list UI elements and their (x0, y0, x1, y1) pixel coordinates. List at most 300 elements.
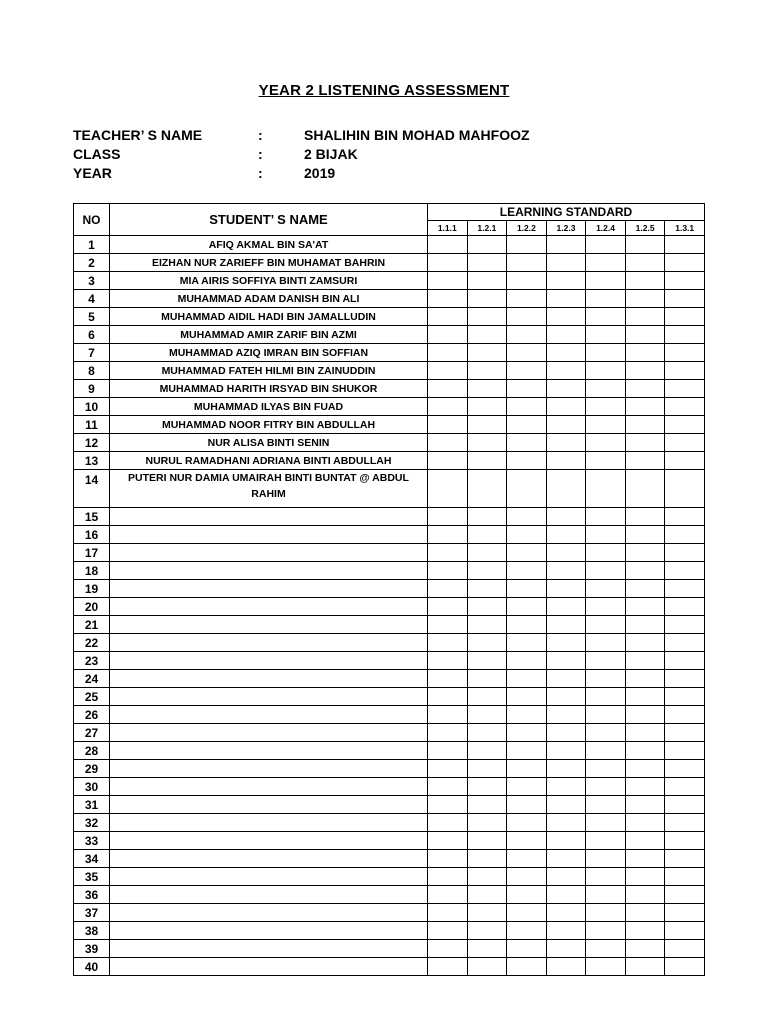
student-name-cell (110, 616, 428, 634)
score-cell (467, 616, 507, 634)
score-cell (546, 904, 586, 922)
table-row (74, 652, 705, 670)
score-cell (507, 580, 547, 598)
table-row (74, 362, 705, 380)
score-cell (507, 236, 547, 254)
score-cell (586, 616, 626, 634)
score-cell (586, 290, 626, 308)
row-number: 32 (74, 814, 110, 832)
student-name-cell: MUHAMMAD ILYAS BIN FUAD (110, 398, 428, 416)
score-cell (625, 272, 665, 290)
table-row (74, 434, 705, 452)
score-cell (507, 958, 547, 976)
table-row (74, 670, 705, 688)
score-cell (467, 868, 507, 886)
score-cell (586, 508, 626, 526)
table-row (74, 886, 705, 904)
score-cell (546, 616, 586, 634)
table-row (74, 922, 705, 940)
score-cell (428, 452, 468, 470)
score-cell (467, 452, 507, 470)
score-cell (586, 724, 626, 742)
score-cell (428, 778, 468, 796)
score-cell (625, 580, 665, 598)
row-number: 17 (74, 544, 110, 562)
score-cell (428, 634, 468, 652)
student-name-cell: NUR ALISA BINTI SENIN (110, 434, 428, 452)
score-cell (507, 904, 547, 922)
score-cell (428, 236, 468, 254)
score-cell (546, 652, 586, 670)
table-row (74, 868, 705, 886)
score-cell (586, 562, 626, 580)
student-name-cell (110, 778, 428, 796)
score-cell (625, 814, 665, 832)
row-number: 40 (74, 958, 110, 976)
no-header: NO (74, 204, 110, 236)
standard-code-header: 1.2.2 (507, 221, 547, 236)
score-cell (507, 290, 547, 308)
score-cell (507, 254, 547, 272)
table-row (74, 344, 705, 362)
row-number: 38 (74, 922, 110, 940)
table-row (74, 724, 705, 742)
score-cell (467, 922, 507, 940)
score-cell (428, 940, 468, 958)
score-cell (586, 362, 626, 380)
score-cell (467, 940, 507, 958)
student-name-cell: MUHAMMAD AZIQ IMRAN BIN SOFFIAN (110, 344, 428, 362)
student-name-cell: EIZHAN NUR ZARIEFF BIN MUHAMAT BAHRIN (110, 254, 428, 272)
score-cell (625, 904, 665, 922)
score-cell (625, 254, 665, 272)
row-number: 36 (74, 886, 110, 904)
standard-code-header: 1.2.4 (586, 221, 626, 236)
score-cell (428, 796, 468, 814)
score-cell (665, 904, 705, 922)
table-row (74, 236, 705, 254)
student-name-cell (110, 796, 428, 814)
score-cell (586, 868, 626, 886)
score-cell (625, 922, 665, 940)
score-cell (586, 380, 626, 398)
score-cell (665, 724, 705, 742)
score-cell (625, 706, 665, 724)
score-cell (428, 760, 468, 778)
score-cell (546, 380, 586, 398)
score-cell (428, 272, 468, 290)
score-cell (665, 434, 705, 452)
score-cell (665, 940, 705, 958)
score-cell (428, 652, 468, 670)
score-cell (665, 598, 705, 616)
score-cell (467, 796, 507, 814)
table-row (74, 832, 705, 850)
score-cell (546, 922, 586, 940)
score-cell (546, 814, 586, 832)
score-cell (665, 778, 705, 796)
row-number: 27 (74, 724, 110, 742)
score-cell (507, 724, 547, 742)
table-row (74, 508, 705, 526)
student-name-cell (110, 508, 428, 526)
score-cell (467, 760, 507, 778)
score-cell (467, 634, 507, 652)
row-number: 2 (74, 254, 110, 272)
table-row (74, 616, 705, 634)
score-cell (507, 398, 547, 416)
score-cell (507, 416, 547, 434)
class-colon: : (258, 145, 263, 162)
score-cell (428, 562, 468, 580)
table-row (74, 398, 705, 416)
score-cell (546, 326, 586, 344)
teacher-value: SHALIHIN BIN MOHAD MAHFOOZ (304, 126, 530, 143)
student-rows (74, 236, 705, 976)
score-cell (428, 380, 468, 398)
student-name-cell (110, 580, 428, 598)
score-cell (467, 398, 507, 416)
score-cell (507, 706, 547, 724)
score-cell (665, 562, 705, 580)
score-cell (467, 886, 507, 904)
table-row (74, 544, 705, 562)
score-cell (546, 670, 586, 688)
score-cell (665, 272, 705, 290)
score-cell (467, 724, 507, 742)
row-number: 4 (74, 290, 110, 308)
score-cell (467, 272, 507, 290)
score-cell (586, 778, 626, 796)
score-cell (665, 616, 705, 634)
score-cell (428, 508, 468, 526)
score-cell (467, 236, 507, 254)
teacher-label: TEACHER’ S NAME (73, 126, 203, 143)
score-cell (625, 344, 665, 362)
student-name-cell (110, 760, 428, 778)
score-cell (625, 958, 665, 976)
row-number: 37 (74, 904, 110, 922)
score-cell (428, 254, 468, 272)
score-cell (665, 380, 705, 398)
score-cell (546, 940, 586, 958)
score-cell (546, 850, 586, 868)
score-cell (625, 724, 665, 742)
table-row (74, 580, 705, 598)
student-name-cell (110, 886, 428, 904)
score-cell (428, 706, 468, 724)
student-name-cell: MUHAMMAD NOOR FITRY BIN ABDULLAH (110, 416, 428, 434)
score-cell (546, 272, 586, 290)
score-cell (665, 398, 705, 416)
score-cell (586, 922, 626, 940)
student-name-cell (110, 922, 428, 940)
score-cell (467, 254, 507, 272)
score-cell (467, 416, 507, 434)
score-cell (467, 470, 507, 508)
table-row (74, 562, 705, 580)
score-cell (428, 670, 468, 688)
score-cell (467, 362, 507, 380)
score-cell (586, 598, 626, 616)
score-cell (665, 742, 705, 760)
score-cell (586, 940, 626, 958)
score-cell (507, 362, 547, 380)
score-cell (428, 922, 468, 940)
score-cell (625, 526, 665, 544)
standard-code-header: 1.2.1 (467, 221, 507, 236)
score-cell (625, 832, 665, 850)
score-cell (546, 796, 586, 814)
score-cell (507, 814, 547, 832)
score-cell (665, 344, 705, 362)
student-name-cell (110, 544, 428, 562)
info-row-teacher (73, 125, 530, 144)
score-cell (467, 688, 507, 706)
score-cell (467, 850, 507, 868)
score-cell (586, 326, 626, 344)
score-cell (546, 344, 586, 362)
score-cell (428, 598, 468, 616)
score-cell (625, 416, 665, 434)
score-cell (507, 326, 547, 344)
score-cell (586, 272, 626, 290)
score-cell (665, 254, 705, 272)
score-cell (625, 940, 665, 958)
student-name-cell: MUHAMMAD ADAM DANISH BIN ALI (110, 290, 428, 308)
table-row (74, 308, 705, 326)
score-cell (428, 434, 468, 452)
score-cell (625, 670, 665, 688)
score-cell (586, 344, 626, 362)
score-cell (428, 814, 468, 832)
score-cell (625, 290, 665, 308)
score-cell (625, 868, 665, 886)
row-number: 23 (74, 652, 110, 670)
row-number: 3 (74, 272, 110, 290)
score-cell (546, 470, 586, 508)
score-cell (467, 706, 507, 724)
score-cell (586, 580, 626, 598)
score-cell (586, 434, 626, 452)
row-number: 11 (74, 416, 110, 434)
score-cell (546, 526, 586, 544)
score-cell (625, 616, 665, 634)
table-row (74, 272, 705, 290)
row-number: 35 (74, 868, 110, 886)
table-row (74, 796, 705, 814)
score-cell (428, 850, 468, 868)
score-cell (586, 688, 626, 706)
score-cell (507, 598, 547, 616)
score-cell (507, 688, 547, 706)
score-cell (665, 868, 705, 886)
score-cell (467, 344, 507, 362)
score-cell (428, 580, 468, 598)
score-cell (586, 742, 626, 760)
score-cell (665, 706, 705, 724)
score-cell (546, 778, 586, 796)
score-cell (625, 362, 665, 380)
score-cell (507, 470, 547, 508)
table-row (74, 416, 705, 434)
row-number: 18 (74, 562, 110, 580)
table-row (74, 940, 705, 958)
year-value: 2019 (304, 164, 336, 181)
table-row (74, 634, 705, 652)
learning-standard-header: LEARNING STANDARD (428, 204, 705, 221)
student-name-cell (110, 742, 428, 760)
score-cell (625, 452, 665, 470)
year-colon: : (258, 164, 263, 181)
row-number: 15 (74, 508, 110, 526)
score-cell (546, 544, 586, 562)
score-cell (586, 526, 626, 544)
score-cell (586, 470, 626, 508)
score-cell (665, 470, 705, 508)
row-number: 25 (74, 688, 110, 706)
score-cell (428, 290, 468, 308)
score-cell (467, 670, 507, 688)
score-cell (665, 452, 705, 470)
score-cell (507, 562, 547, 580)
score-cell (507, 544, 547, 562)
row-number: 6 (74, 326, 110, 344)
score-cell (665, 850, 705, 868)
row-number: 29 (74, 760, 110, 778)
score-cell (507, 380, 547, 398)
score-cell (625, 326, 665, 344)
standard-code-header: 1.2.3 (546, 221, 586, 236)
row-number: 22 (74, 634, 110, 652)
score-cell (467, 598, 507, 616)
score-cell (546, 362, 586, 380)
score-cell (507, 652, 547, 670)
score-cell (428, 526, 468, 544)
score-cell (467, 814, 507, 832)
score-cell (546, 886, 586, 904)
row-number: 16 (74, 526, 110, 544)
score-cell (546, 868, 586, 886)
info-row-class (73, 144, 530, 163)
score-cell (507, 526, 547, 544)
student-name-cell (110, 598, 428, 616)
row-number: 12 (74, 434, 110, 452)
score-cell (428, 344, 468, 362)
table-row (74, 380, 705, 398)
score-cell (428, 544, 468, 562)
score-cell (546, 958, 586, 976)
score-cell (586, 452, 626, 470)
table-row (74, 254, 705, 272)
score-cell (428, 470, 468, 508)
student-name-cell: MUHAMMAD HARITH IRSYAD BIN SHUKOR (110, 380, 428, 398)
score-cell (507, 670, 547, 688)
student-name-cell (110, 562, 428, 580)
score-cell (665, 688, 705, 706)
row-number: 39 (74, 940, 110, 958)
student-name-cell (110, 652, 428, 670)
table-row (74, 290, 705, 308)
student-name-cell (110, 670, 428, 688)
row-number: 20 (74, 598, 110, 616)
standard-code-header: 1.2.5 (625, 221, 665, 236)
score-cell (625, 508, 665, 526)
score-cell (665, 326, 705, 344)
score-cell (665, 796, 705, 814)
student-name-cell: MIA AIRIS SOFFIYA BINTI ZAMSURI (110, 272, 428, 290)
student-name-cell (110, 958, 428, 976)
score-cell (586, 796, 626, 814)
score-cell (507, 616, 547, 634)
score-cell (665, 670, 705, 688)
score-cell (546, 598, 586, 616)
score-cell (586, 254, 626, 272)
score-cell (467, 580, 507, 598)
row-number: 26 (74, 706, 110, 724)
score-cell (507, 308, 547, 326)
score-cell (428, 616, 468, 634)
student-name-cell (110, 868, 428, 886)
score-cell (546, 308, 586, 326)
score-cell (507, 886, 547, 904)
score-cell (546, 434, 586, 452)
score-cell (467, 832, 507, 850)
score-cell (586, 850, 626, 868)
assessment-table (73, 203, 705, 976)
score-cell (665, 526, 705, 544)
score-cell (428, 362, 468, 380)
score-cell (546, 562, 586, 580)
score-cell (546, 688, 586, 706)
score-cell (428, 886, 468, 904)
score-cell (586, 760, 626, 778)
table-row (74, 958, 705, 976)
score-cell (625, 778, 665, 796)
table-row (74, 598, 705, 616)
score-cell (467, 526, 507, 544)
row-number: 14 (74, 470, 110, 508)
score-cell (467, 778, 507, 796)
table-row (74, 742, 705, 760)
score-cell (467, 290, 507, 308)
score-cell (467, 508, 507, 526)
row-number: 33 (74, 832, 110, 850)
score-cell (625, 308, 665, 326)
score-cell (507, 634, 547, 652)
table-row (74, 814, 705, 832)
score-cell (428, 308, 468, 326)
score-cell (586, 814, 626, 832)
student-name-cell (110, 706, 428, 724)
student-name-cell: NURUL RAMADHANI ADRIANA BINTI ABDULLAH (110, 452, 428, 470)
score-cell (428, 958, 468, 976)
score-cell (507, 760, 547, 778)
row-number: 8 (74, 362, 110, 380)
year-label: YEAR (73, 164, 112, 181)
table-row (74, 760, 705, 778)
student-name-cell (110, 904, 428, 922)
score-cell (428, 326, 468, 344)
student-name-cell (110, 634, 428, 652)
page-title: YEAR 2 LISTENING ASSESSMENT (258, 82, 510, 99)
row-number: 19 (74, 580, 110, 598)
score-cell (428, 832, 468, 850)
table-row (74, 778, 705, 796)
score-cell (665, 544, 705, 562)
score-cell (625, 688, 665, 706)
score-cell (586, 308, 626, 326)
